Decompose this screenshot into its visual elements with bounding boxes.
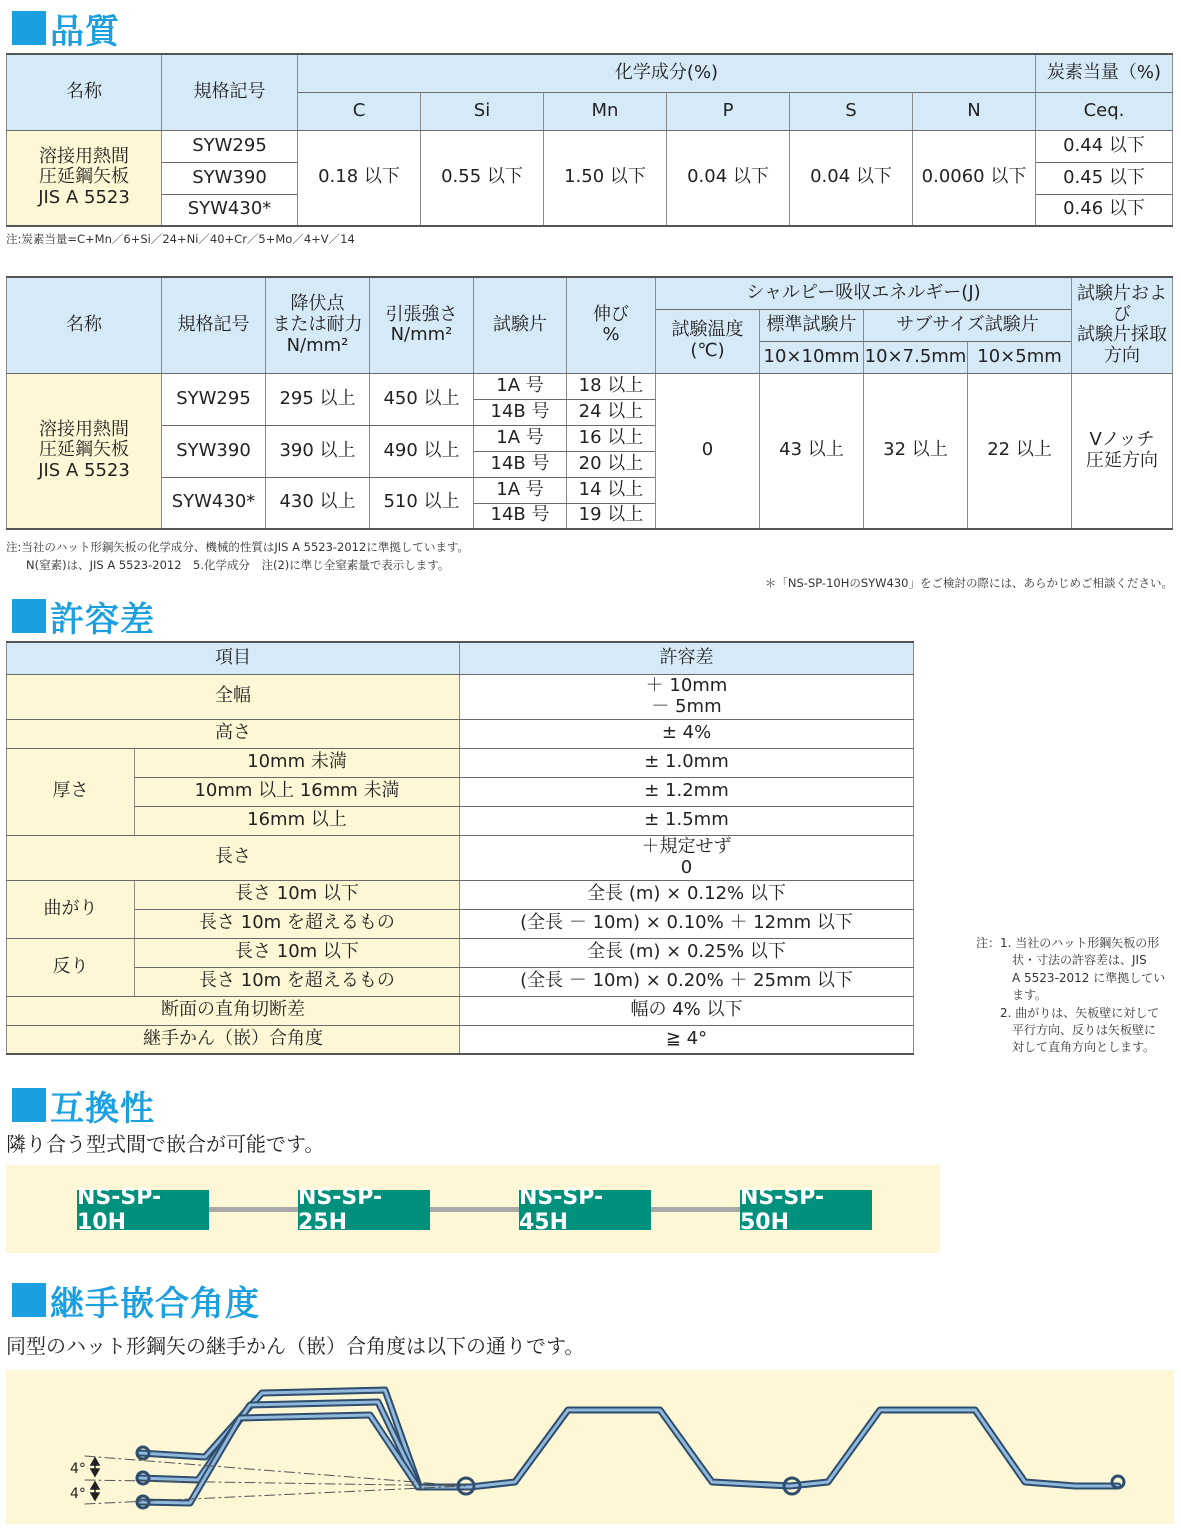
square-bullet-icon bbox=[12, 1283, 46, 1317]
joint-angle-value: ≧ 4° bbox=[460, 1025, 914, 1054]
grade-code: SYW430* bbox=[162, 194, 298, 226]
header-element: N bbox=[913, 92, 1036, 130]
chem-value: 0.18 以下 bbox=[298, 130, 421, 226]
yield-value: 390 以上 bbox=[266, 425, 370, 477]
header-subsize: サブサイズ試験片 bbox=[864, 309, 1072, 341]
header-standard: 標準試験片 bbox=[760, 309, 864, 341]
joint-angle-label: 継手かん（嵌）合角度 bbox=[7, 1025, 460, 1054]
compat-title: 互換性 bbox=[50, 1088, 155, 1129]
carbon-note: 注:炭素当量=C+Mn／6+Si／24+Ni／40+Cr／5+Mo／4+V／14 bbox=[6, 232, 355, 246]
arrow-icon bbox=[91, 1458, 99, 1465]
thickness-condition: 16mm 以上 bbox=[135, 806, 460, 835]
direction-value: Vノッチ 圧延方向 bbox=[1072, 373, 1173, 529]
joint-subtitle: 同型のハット形鋼矢の継手かん（嵌）合角度は以下の通りです。 bbox=[6, 1334, 585, 1358]
tensile-value: 510 以上 bbox=[370, 477, 474, 529]
width-label: 全幅 bbox=[7, 674, 460, 719]
bend-value: 全長 (m) × 0.12% 以下 bbox=[460, 880, 914, 909]
specimen: 1A 号 bbox=[474, 477, 567, 503]
header-carbon: 炭素当量（%) bbox=[1036, 54, 1173, 92]
warp-value: (全長 － 10m) × 0.20% ＋ 25mm 以下 bbox=[460, 967, 914, 996]
chem-value: 0.55 以下 bbox=[421, 130, 544, 226]
specimen: 1A 号 bbox=[474, 425, 567, 451]
header-specimen: 試験片 bbox=[474, 277, 567, 373]
subsize1-value: 32 以上 bbox=[864, 373, 968, 529]
warp-label: 反り bbox=[7, 938, 135, 996]
angle-label-bottom: 4° bbox=[70, 1486, 86, 1502]
yield-value: 430 以上 bbox=[266, 477, 370, 529]
standard-value: 43 以上 bbox=[760, 373, 864, 529]
square-bullet-icon bbox=[12, 599, 46, 633]
tolerance-side-note: 注：1. 当社のハット形鋼矢板の形 状・寸法の許容差は、JIS A 5523-2012 に準拠してい ます。 2. 曲がりは、矢板壁に対して 平行方向、反りは矢板壁に 対して直角方向とします。 bbox=[976, 936, 1166, 1055]
height-value: ± 4% bbox=[460, 719, 914, 748]
elongation: 20 以上 bbox=[567, 451, 656, 477]
tensile-value: 490 以上 bbox=[370, 425, 474, 477]
width-value: ＋ 10mm － 5mm bbox=[460, 674, 914, 719]
header-tensile: 引張強さ N/mm² bbox=[370, 277, 474, 373]
elongation: 16 以上 bbox=[567, 425, 656, 451]
compat-subtitle: 隣り合う型式間で嵌合が可能です。 bbox=[6, 1132, 325, 1156]
header-element: P bbox=[667, 92, 790, 130]
bend-condition: 長さ 10m を超えるもの bbox=[135, 909, 460, 938]
tolerance-table bbox=[6, 641, 914, 1055]
yield-value: 295 以上 bbox=[266, 373, 370, 425]
square-bullet-icon bbox=[12, 11, 46, 45]
thickness-condition: 10mm 以上 16mm 未満 bbox=[135, 777, 460, 806]
specimen: 14B 号 bbox=[474, 503, 567, 529]
length-label: 長さ bbox=[7, 835, 460, 880]
tolerance-heading bbox=[12, 596, 155, 640]
tensile-value: 450 以上 bbox=[370, 373, 474, 425]
grade-code: SYW390 bbox=[162, 162, 298, 194]
header-ceq: Ceq. bbox=[1036, 92, 1173, 130]
specimen: 14B 号 bbox=[474, 399, 567, 425]
header-element: Si bbox=[421, 92, 544, 130]
header-code: 規格記号 bbox=[162, 54, 298, 130]
chem-value: 0.0060 以下 bbox=[913, 130, 1036, 226]
bend-value: (全長 － 10m) × 0.10% ＋ 12mm 以下 bbox=[460, 909, 914, 938]
header-yield: 降伏点 または耐力 N/mm² bbox=[266, 277, 370, 373]
square-cut-label: 断面の直角切断差 bbox=[7, 996, 460, 1025]
elongation: 19 以上 bbox=[567, 503, 656, 529]
warp-condition: 長さ 10m 以下 bbox=[135, 938, 460, 967]
header-tolerance: 許容差 bbox=[460, 642, 914, 674]
joint-title: 継手嵌合角度 bbox=[50, 1283, 260, 1324]
mech-note-3: ＊「NS-SP-10HのSYW430」をご検討の際には、あらかじめご相談ください。 bbox=[764, 576, 1173, 590]
chemical-table bbox=[6, 53, 1173, 227]
model-chip: NS-SP-10H bbox=[77, 1190, 209, 1230]
header-charpy: シャルピー吸収エネルギー(J) bbox=[656, 277, 1072, 309]
grade-code: SYW295 bbox=[162, 373, 266, 425]
thickness-value: ± 1.0mm bbox=[460, 748, 914, 777]
thickness-label: 厚さ bbox=[7, 748, 135, 835]
tolerance-title: 許容差 bbox=[50, 599, 155, 640]
arrow-icon bbox=[91, 1482, 99, 1489]
elongation: 14 以上 bbox=[567, 477, 656, 503]
ceq-value: 0.46 以下 bbox=[1036, 194, 1173, 226]
warp-value: 全長 (m) × 0.25% 以下 bbox=[460, 938, 914, 967]
square-cut-value: 幅の 4% 以下 bbox=[460, 996, 914, 1025]
quality-heading bbox=[12, 8, 120, 52]
ceq-value: 0.45 以下 bbox=[1036, 162, 1173, 194]
model-chip: NS-SP-25H bbox=[298, 1190, 430, 1230]
header-element: S bbox=[790, 92, 913, 130]
test-temp: 0 bbox=[656, 373, 760, 529]
header-sub1-dim: 10×7.5mm bbox=[864, 341, 968, 373]
thickness-value: ± 1.5mm bbox=[460, 806, 914, 835]
grade-code: SYW390 bbox=[162, 425, 266, 477]
model-chip: NS-SP-50H bbox=[740, 1190, 872, 1230]
joint-heading bbox=[12, 1280, 260, 1324]
joint-angle-diagram bbox=[0, 1370, 1181, 1528]
header-direction: 試験片および 試験片採取 方向 bbox=[1072, 277, 1173, 373]
mech-note-2: N(窒素)は、JIS A 5523-2012 5.化学成分 注(2)に準じ全窒素量で表示します。 bbox=[26, 558, 450, 572]
model-chip: NS-SP-45H bbox=[519, 1190, 651, 1230]
specimen: 1A 号 bbox=[474, 373, 567, 399]
compat-connector bbox=[140, 1207, 810, 1212]
product-name: 溶接用熱間 圧延鋼矢板 JIS A 5523 bbox=[7, 373, 162, 529]
header-std-dim: 10×10mm bbox=[760, 341, 864, 373]
height-label: 高さ bbox=[7, 719, 460, 748]
header-code: 規格記号 bbox=[162, 277, 266, 373]
chem-value: 0.04 以下 bbox=[790, 130, 913, 226]
thickness-condition: 10mm 未満 bbox=[135, 748, 460, 777]
subsize2-value: 22 以上 bbox=[968, 373, 1072, 529]
chem-value: 1.50 以下 bbox=[544, 130, 667, 226]
pile-profile bbox=[418, 1410, 1118, 1487]
compat-heading bbox=[12, 1085, 155, 1129]
header-elongation: 伸び % bbox=[567, 277, 656, 373]
header-name: 名称 bbox=[7, 54, 162, 130]
ceq-value: 0.44 以下 bbox=[1036, 130, 1173, 162]
header-element: Mn bbox=[544, 92, 667, 130]
square-bullet-icon bbox=[12, 1088, 46, 1122]
product-name: 溶接用熱間 圧延鋼矢板 JIS A 5523 bbox=[7, 130, 162, 226]
thickness-value: ± 1.2mm bbox=[460, 777, 914, 806]
quality-title: 品質 bbox=[50, 11, 120, 52]
bend-condition: 長さ 10m 以下 bbox=[135, 880, 460, 909]
header-item: 項目 bbox=[7, 642, 460, 674]
bend-label: 曲がり bbox=[7, 880, 135, 938]
elongation: 18 以上 bbox=[567, 373, 656, 399]
grade-code: SYW430* bbox=[162, 477, 266, 529]
header-sub2-dim: 10×5mm bbox=[968, 341, 1072, 373]
grade-code: SYW295 bbox=[162, 130, 298, 162]
mechanical-table bbox=[6, 276, 1173, 530]
chem-value: 0.04 以下 bbox=[667, 130, 790, 226]
specimen: 14B 号 bbox=[474, 451, 567, 477]
header-temp: 試験温度 (℃) bbox=[656, 309, 760, 373]
header-element: C bbox=[298, 92, 421, 130]
elongation: 24 以上 bbox=[567, 399, 656, 425]
header-chem: 化学成分(%) bbox=[298, 54, 1036, 92]
length-value: ＋規定せず 0 bbox=[460, 835, 914, 880]
warp-condition: 長さ 10m を超えるもの bbox=[135, 967, 460, 996]
mech-note-1: 注:当社のハット形鋼矢板の化学成分、機械的性質はJIS A 5523-2012に準拠しています。 bbox=[6, 540, 469, 554]
arrow-icon bbox=[91, 1469, 99, 1476]
header-name: 名称 bbox=[7, 277, 162, 373]
arrow-icon bbox=[91, 1493, 99, 1500]
angle-label-top: 4° bbox=[70, 1461, 86, 1477]
